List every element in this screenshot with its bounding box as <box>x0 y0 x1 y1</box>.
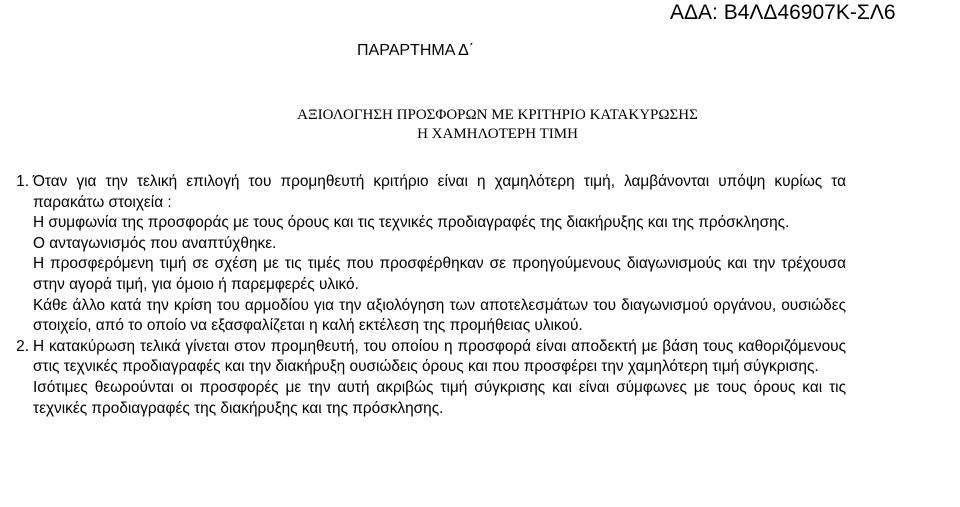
criterion-heading <box>0 106 960 144</box>
list-item-2 <box>16 337 846 419</box>
ada-code: ΑΔΑ: Β4ΛΔ46907Κ-ΣΛ6 <box>670 1 896 24</box>
annex-title: ΠΑΡΑΡΤΗΜΑ Δ΄ <box>357 42 475 59</box>
item-1-point-1: Η συμφωνία της προσφοράς με τους όρους και τις τεχνικές προδιαγραφές της διακήρυξης και της πρόσκλησης. <box>33 214 790 232</box>
criterion-line-1: ΑΞΙΟΛΟΓΗΣΗ ΠΡΟΣΦΟΡΩΝ ΜΕ ΚΡΙΤΗΡΙΟ ΚΑΤΑΚΥΡΩΣΗΣ <box>297 107 698 123</box>
item-1-point-2: Ο ανταγωνισμός που αναπτύχθηκε. <box>33 234 277 252</box>
document-body <box>16 172 846 419</box>
item-2-intro: Η κατακύρωση τελικά γίνεται στον προμηθευτή, του οποίου η προσφορά είναι αποδεκτή με βάση τους καθοριζόμενους στις τεχνικές προδιαγραφές και την διακήρυξη ουσιώδεις όρους και που προσφέρει την χαμηλότερη τιμή σύγκρισης. <box>33 337 846 376</box>
list-item-1 <box>16 172 846 337</box>
item-1-point-3: Η προσφερόμενη τιμή σε σχέση με τις τιμές που προσφέρθηκαν σε προηγούμενους διαγωνισμούς και την τρέχουσα στην αγορά τιμή, για όμοιο ή παρεμφερές υλικό. <box>33 255 846 293</box>
item-1-point-4: Κάθε άλλο κατά την κρίση του αρμοδίου για την αξιολόγηση των αποτελεσμάτων του διαγωνισμού οργάνου, ουσιώδες στοιχείο, από το οποίο να εξασφαλίζεται η καλή εκτέλεση της προμήθειας υλικού. <box>33 296 846 335</box>
item-number-1: 1. <box>16 173 29 190</box>
criterion-line-2: Η ΧΑΜΗΛΟΤΕΡΗ ΤΙΜΗ <box>417 126 578 142</box>
item-2-point-1: Ισότιμες θεωρούνται οι προσφορές με την αυτή ακριβώς τιμή σύγκρισης και είναι σύμφωνες με τους όρους και τις τεχνικές προδιαγραφές της διακήρυξης και της πρόσκλησης. <box>33 378 846 417</box>
item-1-intro: Όταν για την τελική επιλογή του προμηθευτή κριτήριο είναι η χαμηλότερη τιμή, λαμβάνονται υπόψη κυρίως τα παρακάτω στοιχεία : <box>33 173 846 211</box>
item-number-2: 2. <box>16 337 29 355</box>
